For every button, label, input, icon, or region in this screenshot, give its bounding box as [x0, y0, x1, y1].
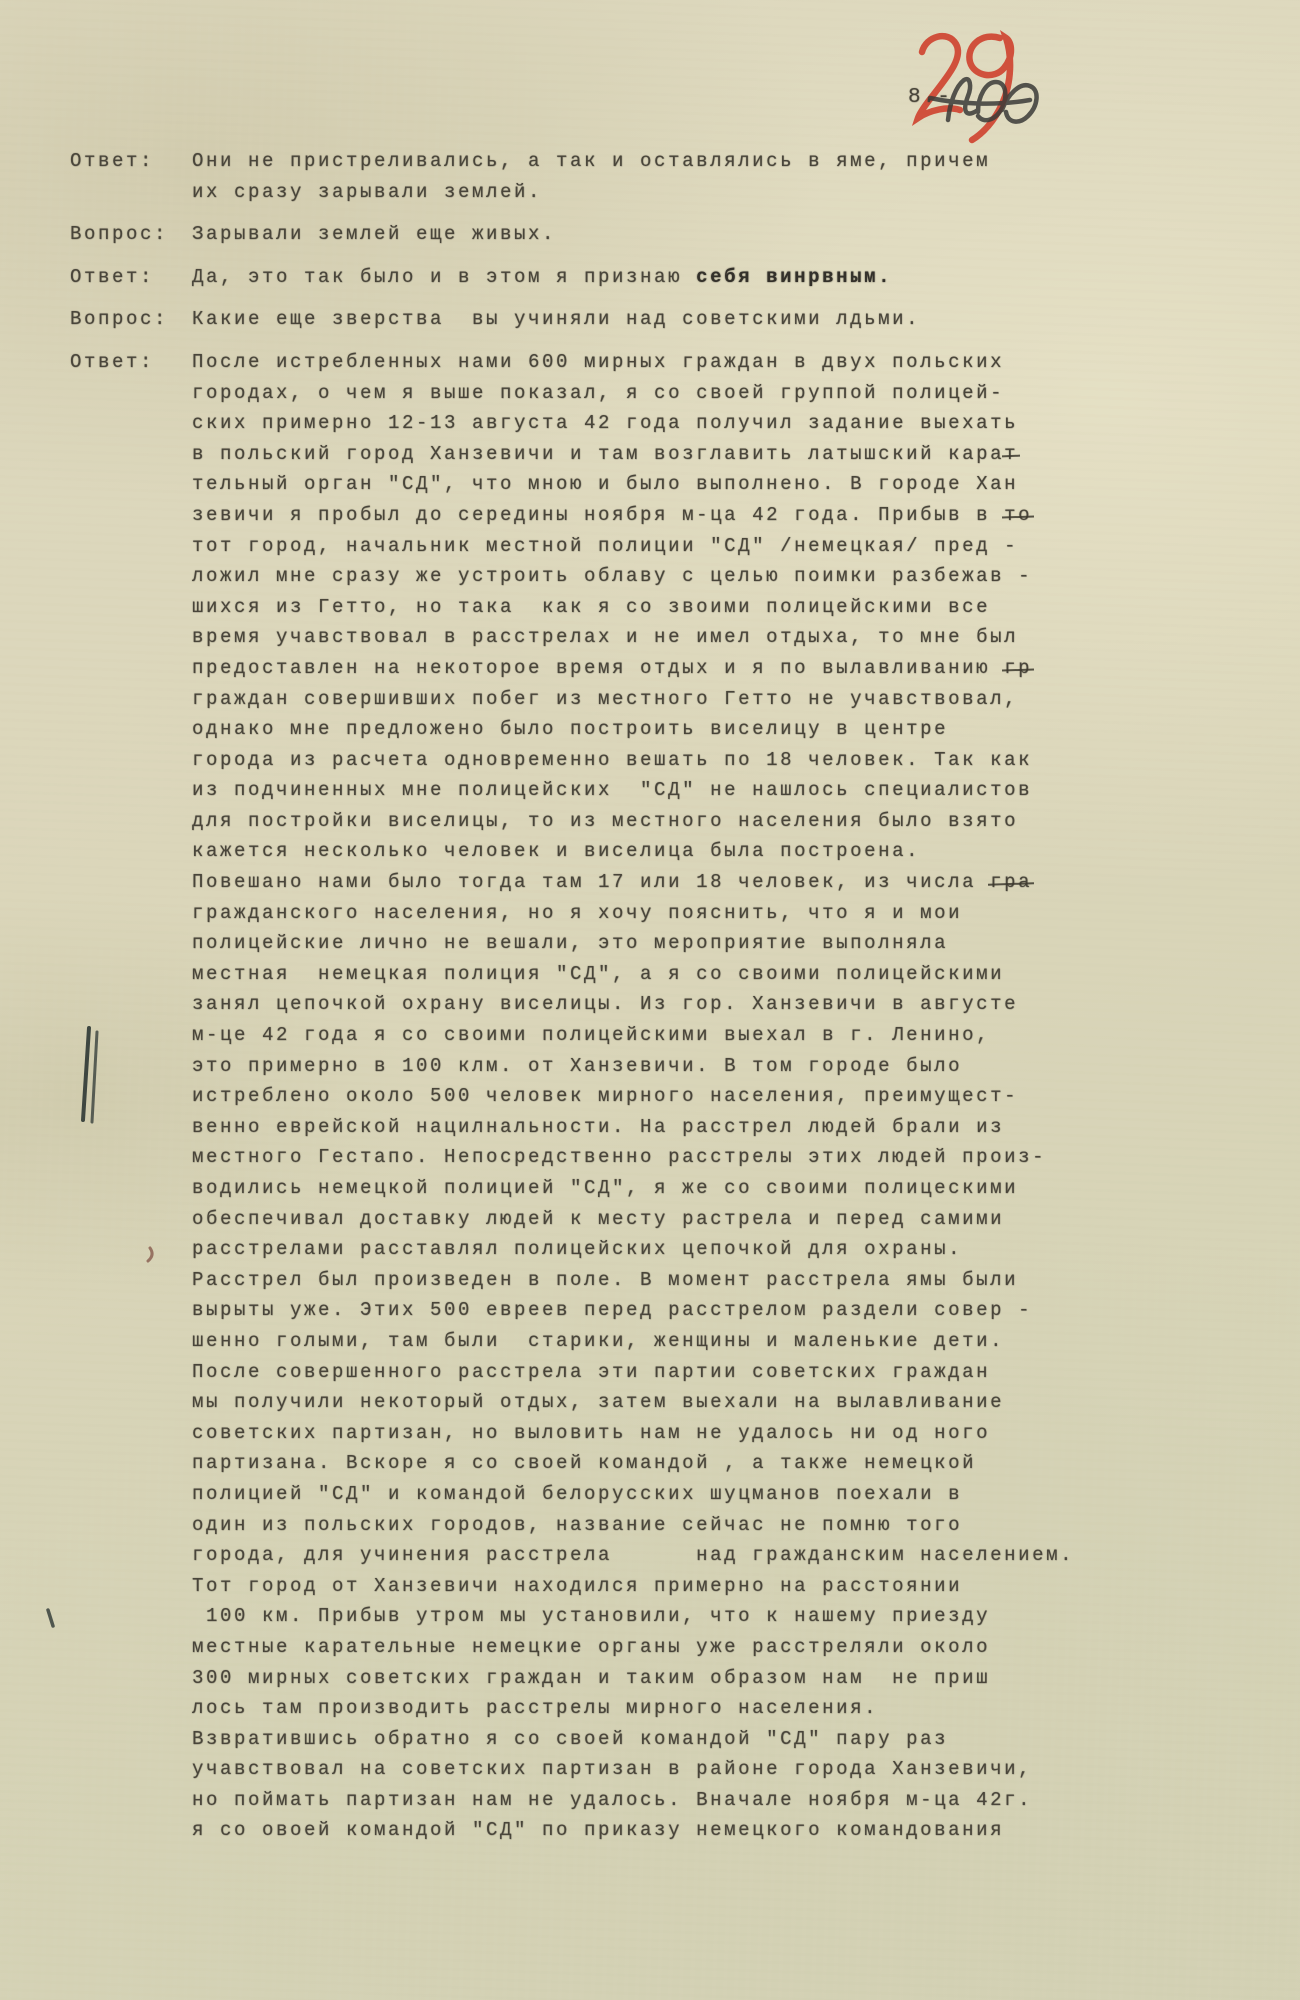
qa-content	[192, 219, 1250, 250]
text-line: местные карательные немецкие органы уже расстреляли около	[192, 1635, 991, 1658]
qa-block-4	[70, 304, 1250, 335]
text-line: Какие еще зверства вы учиняли над советскими лдьми.	[192, 308, 921, 331]
qa-label: Ответ:	[70, 265, 155, 288]
text-line: полицией "СД" и командой белорусских шуцманов поехали в	[192, 1482, 963, 1505]
page-number: 8.-	[908, 86, 952, 109]
text-line: их сразу зарывали землей.	[192, 180, 543, 203]
qa-content	[192, 304, 1250, 335]
document-body	[70, 146, 1250, 1858]
text-line: тот город, начальник местной полиции "СД" /немецкая/ пред -	[192, 534, 1019, 557]
text-line: тельный орган "СД", что мною и было выполнено. В городе Хан	[192, 473, 1019, 496]
qa-content	[192, 146, 1250, 207]
text-line: 100 км. Прибыв утром мы установили, что к нашему приезду	[192, 1605, 991, 1628]
text-line: из подчиненных мне полицейских "СД" не нашлось специалистов	[192, 779, 1033, 802]
qa-block-1	[70, 146, 1250, 207]
text-line: После совершенного расстрела эти партии советских граждан	[192, 1360, 991, 1383]
text-line: истреблено около 500 человек мирного населения, преимущест-	[192, 1085, 1019, 1108]
text-line: советских партизан, но выловить нам не удалось ни од ного	[192, 1421, 991, 1444]
text-line: гражданского населения, но я хочу пояснить, что я и мои	[192, 901, 963, 924]
text-line: Да, это так было и в этом я признаю себя винрвным.	[192, 265, 893, 288]
text-line: учавствовал на советских партизан в районе города Ханзевичи,	[192, 1758, 1033, 1781]
text-line: в польский город Ханзевичи и там возглавить латышский карат	[192, 442, 1019, 465]
qa-label: Ответ:	[70, 150, 155, 172]
text-line: Зарывали землей еще живых.	[192, 223, 557, 246]
text-line: шихся из Гетто, но така как я со звоими полицейскими все	[192, 595, 991, 618]
text-line: Взвратившись обратно я со своей командой "СД" пару раз	[192, 1727, 949, 1750]
text-line: местная немецкая полиция "СД", а я со своими полицейскими	[192, 962, 1005, 985]
text-line: ложил мне сразу же устроить облаву с целью поимки разбежав -	[192, 565, 1033, 588]
text-line: 300 мирных советских граждан и таким образом нам не приш	[192, 1666, 991, 1689]
text-line: один из польских городов, название сейчас не помню того	[192, 1513, 963, 1536]
text-line: обеспечивал доставку людей к месту растрела и перед самими	[192, 1207, 1005, 1230]
text-line: города из расчета одновременно вешать по 18 человек. Так как	[192, 748, 1033, 771]
text-line: граждан совершивших побег из местного Гетто не учавствовал,	[192, 687, 1019, 710]
text-line: но поймать партизан нам не удалось. Вначале ноября м-ца 42г.	[192, 1788, 1033, 1811]
text-line: занял цепочкой охрану виселицы. Из гор. Ханзевичи в августе	[192, 993, 1019, 1016]
qa-label: Вопрос:	[70, 223, 169, 246]
text-line: кажется несколько человек и виселица была построена.	[192, 840, 921, 863]
text-line: Тот город от Ханзевичи находился примерно на расстоянии	[192, 1574, 963, 1597]
text-line: вырыты уже. Этих 500 евреев перед расстрелом раздели совер -	[192, 1299, 1033, 1322]
text-line: партизана. Вскоре я со своей командой , а также немецкой	[192, 1452, 977, 1475]
qa-content	[192, 347, 1250, 1846]
text-line: однако мне предложено было построить виселицу в центре	[192, 718, 949, 741]
text-line: Повешано нами было тогда там 17 или 18 человек, из числа гра	[192, 871, 1033, 894]
text-line: города, для учинения расстрела над гражданским населением.	[192, 1544, 1075, 1567]
qa-label: Ответ:	[70, 350, 155, 373]
qa-label: Вопрос:	[70, 308, 169, 331]
text-line: мы получили некоторый отдых, затем выехали на вылавливание	[192, 1391, 1005, 1414]
text-line: После истребленных нами 600 мирных граждан в двух польских	[192, 350, 1005, 373]
qa-block-5	[70, 347, 1250, 1846]
text-line: время учавствовал в расстрелах и не имел отдыха, то мне был	[192, 626, 1019, 649]
text-line: местного Гестапо. Непосредственно расстрелы этих людей произ-	[192, 1146, 1047, 1169]
text-line: я со овоей командой "СД" по приказу немецкого командования	[192, 1819, 1005, 1842]
text-line: ских примерно 12-13 августа 42 года получил задание выехать	[192, 412, 1019, 435]
text-line: м-це 42 года я со своими полицейскими выехал в г. Ленино,	[192, 1024, 991, 1047]
text-line: шенно голыми, там были старики, женщины и маленькие дети.	[192, 1329, 1005, 1352]
qa-block-2	[70, 219, 1250, 250]
text-line: полицейские лично не вешали, это мероприятие выполняла	[192, 932, 949, 955]
qa-content	[192, 262, 1250, 293]
text-line: зевичи я пробыл до середины ноября м-ца 42 года. Прибыв в то	[192, 503, 1033, 526]
text-line: венно еврейской нацилнальности. На расстрел людей брали из	[192, 1115, 1005, 1138]
text-line: городах, о чем я выше показал, я со своей группой полицей-	[192, 381, 1005, 404]
text-line: лось там производить расстрелы мирного населения.	[192, 1697, 879, 1720]
text-line: расстрелами расставлял полицейских цепочкой для охраны.	[192, 1238, 963, 1261]
text-line: предоставлен на некоторое время отдых и я по вылавливанию гр	[192, 656, 1033, 679]
text-line: для постройки виселицы, то из местного населения было взято	[192, 809, 1019, 832]
text-line: водились немецкой полицией "СД", я же со своими полицескими	[192, 1177, 1019, 1199]
text-line: Расстрел был произведен в поле. В момент расстрела ямы были	[192, 1268, 1019, 1291]
text-line: Они не пристреливались, а так и оставлялись в яме, причем	[192, 150, 991, 172]
qa-block-3	[70, 262, 1250, 293]
text-line: это примерно в 100 клм. от Ханзевичи. В том городе было	[192, 1054, 963, 1077]
